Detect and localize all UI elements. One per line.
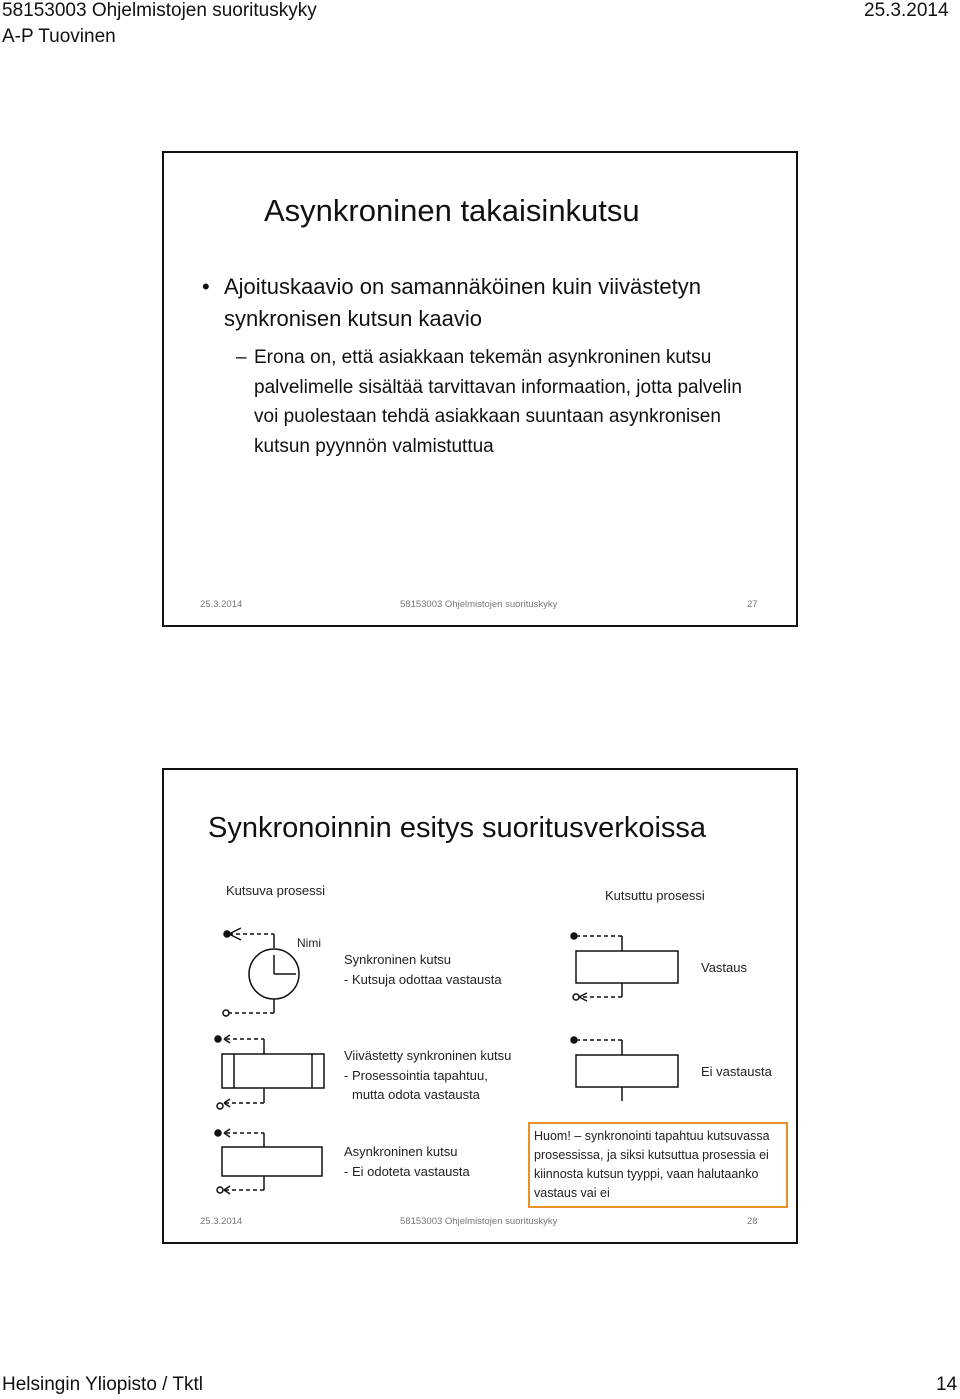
note-box (528, 1122, 788, 1208)
async-call-symbol (217, 1129, 322, 1194)
no-reply-start-dot (571, 1037, 577, 1043)
no-reply-symbol (576, 1040, 678, 1101)
slide-title: Asynkroninen takaisinkutsu (264, 193, 640, 228)
called-process-label: Kutsuttu prosessi (605, 888, 705, 903)
async-call-start-dot (215, 1130, 221, 1136)
calling-process-label: Kutsuva prosessi (226, 883, 325, 898)
slide-page-number: 28 (747, 1216, 758, 1227)
sync-call-symbol (223, 934, 299, 1016)
slide-28 (162, 768, 798, 1244)
async-call-description: - Ei odoteta vastausta (344, 1164, 470, 1179)
header-date: 25.3.2014 (864, 0, 949, 21)
bullet-dot-icon: • (202, 274, 210, 299)
bullet-text: Ajoituskaavio on samannäköinen kuin viivästetyn synkronisen kutsun kaavio (224, 274, 701, 331)
slide-title: Synkronoinnin esitys suoritusverkoissa (208, 812, 707, 844)
note-text: synkronointi tapahtuu kutsuvassa prosessissa, ja siksi kutsuttua prosessia ei kiinnosta kutsun tyyppi, vaan halutaanko vastaus vai ei (534, 1129, 770, 1200)
sync-call-description: - Kutsuja odottaa vastausta (344, 972, 502, 987)
deferred-call-start-dot (215, 1036, 221, 1042)
dash-icon: – (574, 1129, 585, 1143)
deferred-call-description-1: - Prosessointia tapahtuu, (344, 1068, 488, 1083)
reply-symbol (573, 936, 678, 1001)
sub-bullet-text: Erona on, että asiakkaan tekemän asynkroninen kutsu palvelimelle sisältää tarvittavan informaation, jotta palvelin voi puolestaan tehdä asiakkaan suuntaan asynkronisen kutsun pyynnön valmistuttua (254, 347, 742, 457)
footer-page-number: 14 (936, 1374, 958, 1395)
note-heading: Huom! (534, 1129, 571, 1143)
sync-call-start-dot (224, 931, 230, 937)
header-author: A-P Tuovinen (2, 26, 116, 47)
dash-icon: – (236, 347, 247, 368)
slide-footer-course: 58153003 Ohjelmistojen suorituskyky (400, 1216, 558, 1227)
deferred-call-label: Viivästetty synkroninen kutsu (344, 1048, 512, 1063)
async-call-label: Asynkroninen kutsu (344, 1144, 458, 1159)
slide-27 (162, 151, 798, 627)
reply-start-dot (571, 933, 577, 939)
slide-footer-date: 25.3.2014 (200, 599, 243, 610)
deferred-call-description-2: mutta odota vastausta (352, 1087, 480, 1102)
sync-call-label: Synkroninen kutsu (344, 952, 451, 967)
header-course: 58153003 Ohjelmistojen suorituskyky (2, 0, 317, 21)
name-label: Nimi (297, 936, 321, 950)
slide-footer-date: 25.3.2014 (200, 1216, 243, 1227)
reply-label: Vastaus (701, 960, 748, 975)
deferred-call-symbol (217, 1035, 324, 1109)
slide-footer-course: 58153003 Ohjelmistojen suorituskyky (400, 599, 558, 610)
slide-page-number: 27 (747, 599, 758, 610)
no-reply-label: Ei vastausta (701, 1064, 772, 1079)
footer-university: Helsingin Yliopisto / Tktl (2, 1374, 204, 1395)
